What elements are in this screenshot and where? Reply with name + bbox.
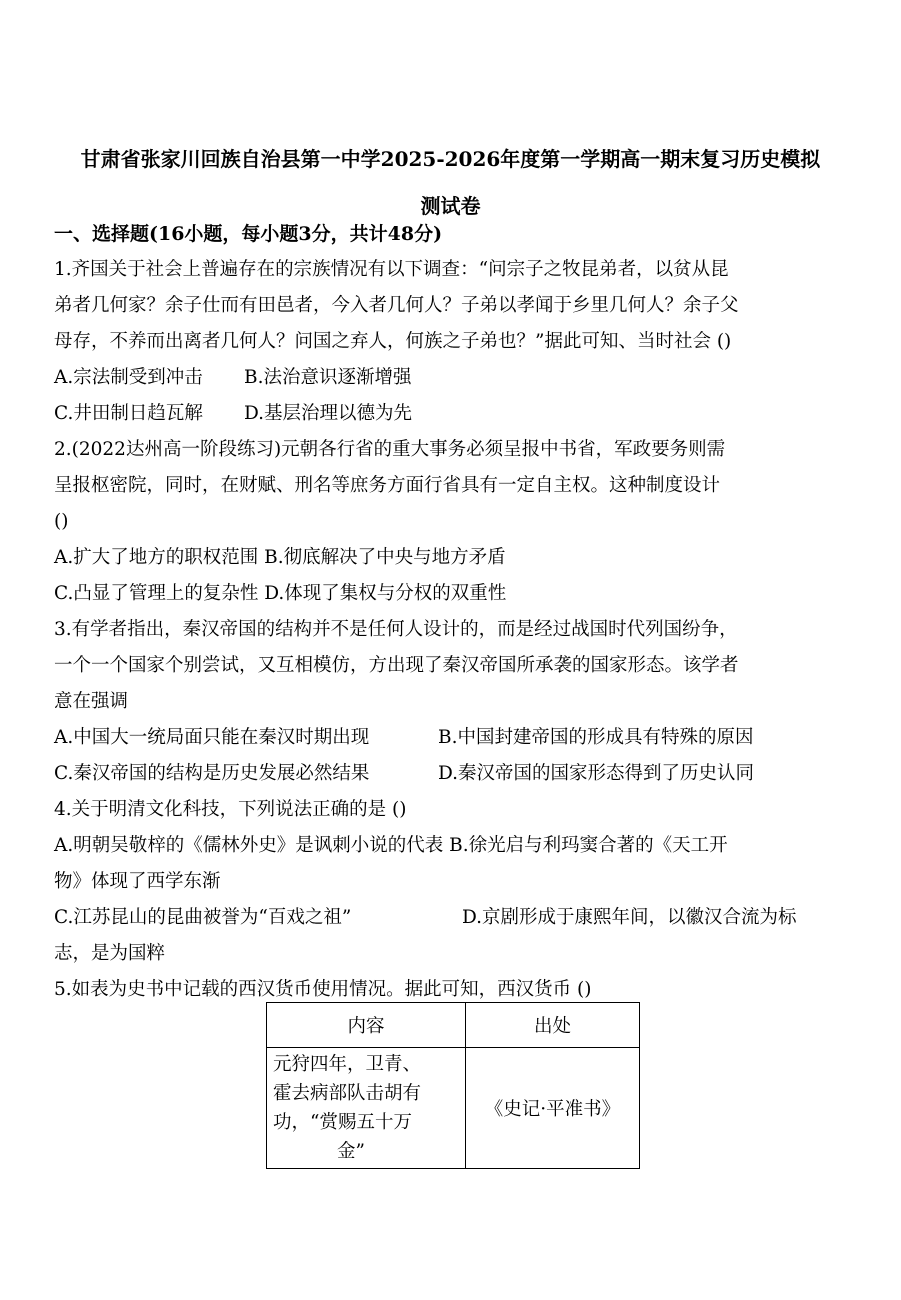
- q4-option-d-line2: 志，是为国粹: [54, 943, 166, 964]
- q3-stem-line3: 意在强调: [54, 691, 129, 712]
- table-cell-source: 《史记·平准书》: [466, 1048, 640, 1169]
- q4-stem: 4.关于明清文化科技，下列说法正确的是 (): [54, 799, 407, 820]
- q2-stem-line1: 2.(2022达州高一阶段练习)元朝各行省的重大事务必须呈报中书省，军政要务则需: [54, 439, 726, 460]
- cell-line: 功，“赏赐五十万: [273, 1112, 412, 1133]
- exam-title-line2: 测试卷: [420, 194, 481, 218]
- q2-options-cd: C.凸显了管理上的复杂性 D.体现了集权与分权的双重性: [54, 583, 507, 604]
- table-header-source: 出处: [466, 1003, 640, 1048]
- table-header-row: [267, 1003, 640, 1048]
- exam-title-line1: 甘肃省张家川回族自治县第一中学2025-2026年度第一学期高一期末复习历史模拟: [80, 147, 821, 171]
- table-row: [267, 1048, 640, 1169]
- table-cell-content: [267, 1048, 466, 1169]
- q1-option-b: B.法治意识逐渐增强: [244, 367, 412, 388]
- q4-option-line2: 物》体现了西学东渐: [54, 871, 221, 892]
- q2-stem-line3: (): [54, 511, 69, 532]
- q3-option-b: B.中国封建帝国的形成具有特殊的原因: [438, 727, 754, 748]
- cell-line: 霍去病部队击胡有: [273, 1083, 422, 1104]
- currency-table: [266, 1002, 640, 1169]
- q3-option-d: D.秦汉帝国的国家形态得到了历史认同: [438, 763, 755, 784]
- q1-stem-line1: 1.齐国关于社会上普遍存在的宗族情况有以下调查：“问宗子之牧昆弟者，以贫从昆: [54, 259, 729, 280]
- q5-stem: 5.如表为史书中记载的西汉货币使用情况。据此可知，西汉货币 (): [54, 979, 592, 1000]
- q4-option-c: C.江苏昆山的昆曲被誉为“百戏之祖”: [54, 907, 352, 928]
- q3-option-a: A.中国大一统局面只能在秦汉时期出现: [54, 727, 370, 748]
- q4-option-line1: A.明朝吴敬梓的《儒林外史》是讽刺小说的代表 B.徐光启与利玛窦合著的《天工开: [54, 835, 728, 856]
- q4-option-d-line1: D.京剧形成于康熙年间，以徽汉合流为标: [462, 907, 797, 928]
- section-heading: 一、选择题(16小题，每小题3分，共计48分): [54, 223, 443, 245]
- table-header-content: 内容: [267, 1003, 466, 1048]
- q2-stem-line2: 呈报枢密院，同时，在财赋、刑名等庶务方面行省具有一定自主权。这种制度设计: [54, 475, 721, 496]
- q3-option-c: C.秦汉帝国的结构是历史发展必然结果: [54, 763, 370, 784]
- q3-stem-line1: 3.有学者指出，秦汉帝国的结构并不是任何人设计的，而是经过战国时代列国纷争，: [54, 619, 738, 640]
- q1-option-d: D.基层治理以德为先: [244, 403, 413, 424]
- cell-line: 元狩四年，卫青、: [273, 1054, 422, 1075]
- q2-options-ab: A.扩大了地方的职权范围 B.彻底解决了中央与地方矛盾: [54, 547, 506, 568]
- q1-stem-line2: 弟者几何家？余子仕而有田邑者，今入者几何人？子弟以孝闻于乡里几何人？余子父: [54, 295, 739, 316]
- q1-stem-line3: 母存，不养而出离者几何人？问国之弃人，何族之子弟也？”据此可知、当时社会 (): [54, 331, 732, 352]
- q1-option-c: C.井田制日趋瓦解: [54, 403, 203, 424]
- cell-line: 金”: [337, 1141, 365, 1162]
- q3-stem-line2: 一个一个国家个别尝试，又互相模仿，方出现了秦汉帝国所承袭的国家形态。该学者: [54, 655, 739, 676]
- q1-option-a: A.宗法制受到冲击: [54, 367, 203, 388]
